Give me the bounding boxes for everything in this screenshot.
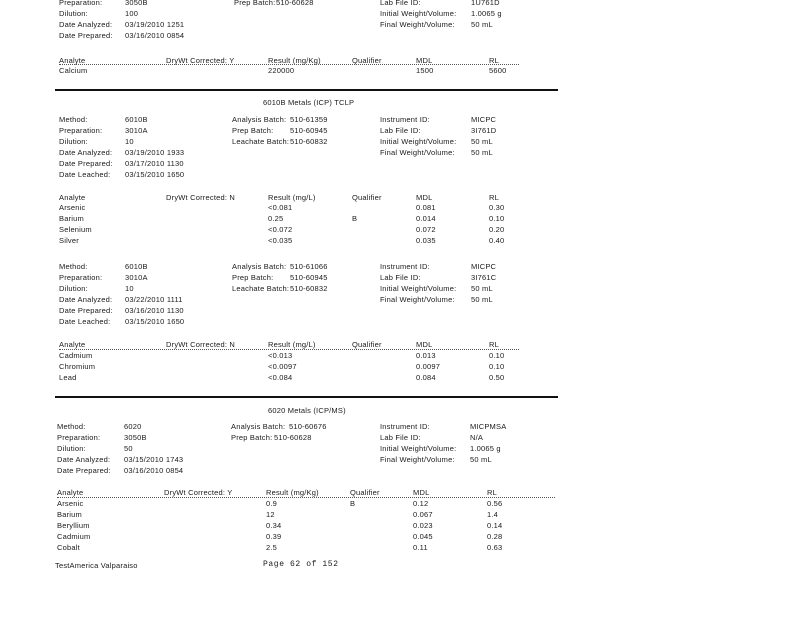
section-title: 6010B Metals (ICP) TCLP (263, 98, 355, 107)
value-analysis-batch: 510-60676 (289, 422, 327, 431)
section-divider (55, 396, 558, 398)
cell-result: 0.25 (268, 214, 284, 223)
cell-analyte: Arsenic (59, 203, 86, 212)
header-drywt: DryWt Corrected: Y (166, 56, 235, 65)
cell-qualifier: B (350, 499, 356, 508)
label-date-prepared: Date Prepared: (59, 31, 113, 40)
value-prep-batch: 510-60945 (290, 273, 328, 282)
header-analyte: Analyte (59, 340, 86, 349)
value-dilution: 100 (125, 9, 139, 18)
cell-result: <0.081 (268, 203, 293, 212)
label-final-weight: Final Weight/Volume: (380, 295, 455, 304)
label-initial-weight: Initial Weight/Volume: (380, 9, 457, 18)
label-date-analyzed: Date Analyzed: (57, 455, 111, 464)
label-initial-weight: Initial Weight/Volume: (380, 444, 457, 453)
value-dilution: 10 (125, 284, 134, 293)
value-method: 6010B (125, 262, 148, 271)
label-analysis-batch: Analysis Batch: (232, 262, 287, 271)
value-preparation: 3050B (125, 0, 148, 7)
header-divider (57, 497, 555, 498)
value-instrument-id: MICPC (471, 115, 497, 124)
cell-mdl: 0.023 (413, 521, 433, 530)
label-dilution: Dilution: (57, 444, 86, 453)
value-leachate-batch: 510-60832 (290, 137, 328, 146)
header-mdl: MDL (413, 488, 430, 497)
label-lab-file: Lab File ID: (380, 0, 421, 7)
header-rl: RL (487, 488, 497, 497)
label-analysis-batch: Analysis Batch: (231, 422, 286, 431)
cell-rl: 0.10 (489, 214, 505, 223)
label-final-weight: Final Weight/Volume: (380, 20, 455, 29)
value-analysis-batch: 510-61066 (290, 262, 328, 271)
value-date-prepared: 03/17/2010 1130 (125, 159, 184, 168)
label-method: Method: (57, 422, 86, 431)
label-date-prepared: Date Prepared: (59, 159, 113, 168)
cell-result: 2.5 (266, 543, 278, 552)
header-rl: RL (489, 340, 499, 349)
value-final-weight: 50 mL (470, 455, 492, 464)
label-preparation: Preparation: (59, 126, 103, 135)
cell-rl: 0.14 (487, 521, 503, 530)
header-analyte: Analyte (59, 56, 86, 65)
header-mdl: MDL (416, 56, 433, 65)
cell-mdl: 0.014 (416, 214, 436, 223)
value-date-analyzed: 03/19/2010 1933 (125, 148, 185, 157)
label-prep-batch: Prep Batch: (232, 273, 274, 282)
value-initial-weight: 50 mL (471, 284, 493, 293)
label-analysis-batch: Analysis Batch: (232, 115, 287, 124)
value-lab-file: 3I761D (471, 126, 497, 135)
cell-rl: 0.50 (489, 373, 505, 382)
label-lab-file: Lab File ID: (380, 126, 421, 135)
cell-analyte: Cobalt (57, 543, 80, 552)
label-instrument-id: Instrument ID: (380, 262, 430, 271)
header-qualifier: Qualifier (352, 193, 382, 202)
cell-mdl: 0.12 (413, 499, 429, 508)
label-dilution: Dilution: (59, 137, 88, 146)
value-date-analyzed: 03/15/2010 1743 (124, 455, 184, 464)
cell-result: <0.084 (268, 373, 293, 382)
cell-analyte: Chromium (59, 362, 96, 371)
cell-mdl: 0.072 (416, 225, 436, 234)
cell-analyte: Arsenic (57, 499, 84, 508)
label-initial-weight: Initial Weight/Volume: (380, 137, 457, 146)
cell-rl: 0.30 (489, 203, 505, 212)
value-preparation: 3010A (125, 126, 148, 135)
value-preparation: 3010A (125, 273, 148, 282)
cell-analyte: Calcium (59, 66, 88, 75)
header-result: Result (mg/Kg) (266, 488, 319, 497)
cell-mdl: 0.084 (416, 373, 436, 382)
cell-analyte: Cadmium (57, 532, 91, 541)
label-leachate-batch: Leachate Batch: (232, 284, 290, 293)
cell-rl: 0.10 (489, 362, 505, 371)
value-date-prepared: 03/16/2010 1130 (125, 306, 184, 315)
label-method: Method: (59, 115, 88, 124)
cell-result: 0.34 (266, 521, 282, 530)
cell-result: 220000 (268, 66, 295, 75)
header-drywt: DryWt Corrected: N (166, 340, 236, 349)
cell-mdl: 0.11 (413, 543, 428, 552)
cell-analyte: Barium (59, 214, 84, 223)
section-title: 6020 Metals (ICP/MS) (268, 406, 346, 415)
cell-analyte: Selenium (59, 225, 92, 234)
label-leachate-batch: Leachate Batch: (232, 137, 290, 146)
cell-result: 0.9 (266, 499, 278, 508)
cell-analyte: Beryllium (57, 521, 90, 530)
header-result: Result (mg/L) (268, 340, 316, 349)
header-qualifier: Qualifier (350, 488, 380, 497)
value-initial-weight: 1.0065 g (470, 444, 501, 453)
value-date-leached: 03/15/2010 1650 (125, 317, 185, 326)
value-final-weight: 50 mL (471, 295, 493, 304)
cell-analyte: Barium (57, 510, 82, 519)
header-divider (59, 64, 519, 65)
value-method: 6020 (124, 422, 142, 431)
cell-result: <0.0097 (268, 362, 297, 371)
value-dilution: 50 (124, 444, 133, 453)
label-prep-batch: Prep Batch: (231, 433, 273, 442)
label-instrument-id: Instrument ID: (380, 115, 430, 124)
cell-mdl: 0.045 (413, 532, 433, 541)
label-final-weight: Final Weight/Volume: (380, 455, 455, 464)
value-analysis-batch: 510-61359 (290, 115, 328, 124)
label-date-analyzed: Date Analyzed: (59, 148, 113, 157)
header-analyte: Analyte (59, 193, 86, 202)
cell-analyte: Cadmium (59, 351, 93, 360)
cell-result: 0.39 (266, 532, 282, 541)
header-divider (59, 349, 519, 350)
label-date-analyzed: Date Analyzed: (59, 295, 113, 304)
label-date-prepared: Date Prepared: (57, 466, 111, 475)
label-initial-weight: Initial Weight/Volume: (380, 284, 457, 293)
cell-rl: 0.20 (489, 225, 505, 234)
cell-mdl: 1500 (416, 66, 434, 75)
value-lab-file: N/A (470, 433, 484, 442)
label-lab-file: Lab File ID: (380, 433, 421, 442)
header-drywt: DryWt Corrected: N (166, 193, 236, 202)
cell-result: <0.013 (268, 351, 293, 360)
value-initial-weight: 50 mL (471, 137, 493, 146)
cell-analyte: Lead (59, 373, 77, 382)
label-prep-batch: Prep Batch: (232, 126, 274, 135)
value-leachate-batch: 510-60832 (290, 284, 328, 293)
value-preparation: 3050B (124, 433, 147, 442)
value-date-analyzed: 03/19/2010 1251 (125, 20, 185, 29)
label-preparation: Preparation: (59, 273, 103, 282)
footer-page-number: Page 62 of 152 (263, 560, 339, 569)
label-instrument-id: Instrument ID: (380, 422, 430, 431)
cell-analyte: Silver (59, 236, 79, 245)
label-preparation: Preparation: (57, 433, 101, 442)
value-initial-weight: 1.0065 g (471, 9, 502, 18)
value-prep-batch: 510-60628 (274, 433, 312, 442)
cell-mdl: 0.013 (416, 351, 436, 360)
label-final-weight: Final Weight/Volume: (380, 148, 455, 157)
value-instrument-id: MICPMSA (470, 422, 507, 431)
cell-rl: 0.28 (487, 532, 503, 541)
value-prep-batch: 510-60628 (276, 0, 314, 7)
cell-mdl: 0.0097 (416, 362, 441, 371)
cell-result: <0.072 (268, 225, 293, 234)
label-dilution: Dilution: (59, 9, 88, 18)
cell-mdl: 0.035 (416, 236, 436, 245)
value-dilution: 10 (125, 137, 134, 146)
cell-rl: 0.56 (487, 499, 503, 508)
value-date-analyzed: 03/22/2010 1111 (125, 295, 183, 304)
value-lab-file: 1U761D (471, 0, 500, 7)
header-analyte: Analyte (57, 488, 84, 497)
cell-rl: 1.4 (487, 510, 499, 519)
label-date-prepared: Date Prepared: (59, 306, 113, 315)
label-method: Method: (59, 262, 88, 271)
header-qualifier: Qualifier (352, 56, 382, 65)
value-method: 6010B (125, 115, 148, 124)
cell-mdl: 0.067 (413, 510, 433, 519)
header-rl: RL (489, 193, 499, 202)
value-lab-file: 3I761C (471, 273, 497, 282)
label-date-leached: Date Leached: (59, 170, 111, 179)
cell-result: <0.035 (268, 236, 293, 245)
value-final-weight: 50 mL (471, 20, 493, 29)
label-dilution: Dilution: (59, 284, 88, 293)
header-mdl: MDL (416, 340, 433, 349)
header-result: Result (mg/L) (268, 193, 316, 202)
cell-rl: 0.63 (487, 543, 503, 552)
label-prep-batch: Prep Batch: (234, 0, 276, 7)
value-instrument-id: MICPC (471, 262, 497, 271)
cell-qualifier: B (352, 214, 358, 223)
footer-company: TestAmerica Valparaiso (55, 561, 138, 570)
header-drywt: DryWt Corrected: Y (164, 488, 233, 497)
cell-rl: 0.10 (489, 351, 505, 360)
label-date-analyzed: Date Analyzed: (59, 20, 113, 29)
value-date-prepared: 03/16/2010 0854 (125, 31, 185, 40)
section-divider (55, 89, 558, 91)
value-date-leached: 03/15/2010 1650 (125, 170, 185, 179)
value-prep-batch: 510-60945 (290, 126, 328, 135)
header-qualifier: Qualifier (352, 340, 382, 349)
cell-mdl: 0.081 (416, 203, 436, 212)
cell-result: 12 (266, 510, 275, 519)
header-result: Result (mg/Kg) (268, 56, 321, 65)
value-final-weight: 50 mL (471, 148, 493, 157)
label-lab-file: Lab File ID: (380, 273, 421, 282)
cell-rl: 0.40 (489, 236, 505, 245)
label-date-leached: Date Leached: (59, 317, 111, 326)
value-date-prepared: 03/16/2010 0854 (124, 466, 184, 475)
header-mdl: MDL (416, 193, 433, 202)
label-preparation: Preparation: (59, 0, 103, 7)
cell-rl: 5600 (489, 66, 507, 75)
header-rl: RL (489, 56, 499, 65)
